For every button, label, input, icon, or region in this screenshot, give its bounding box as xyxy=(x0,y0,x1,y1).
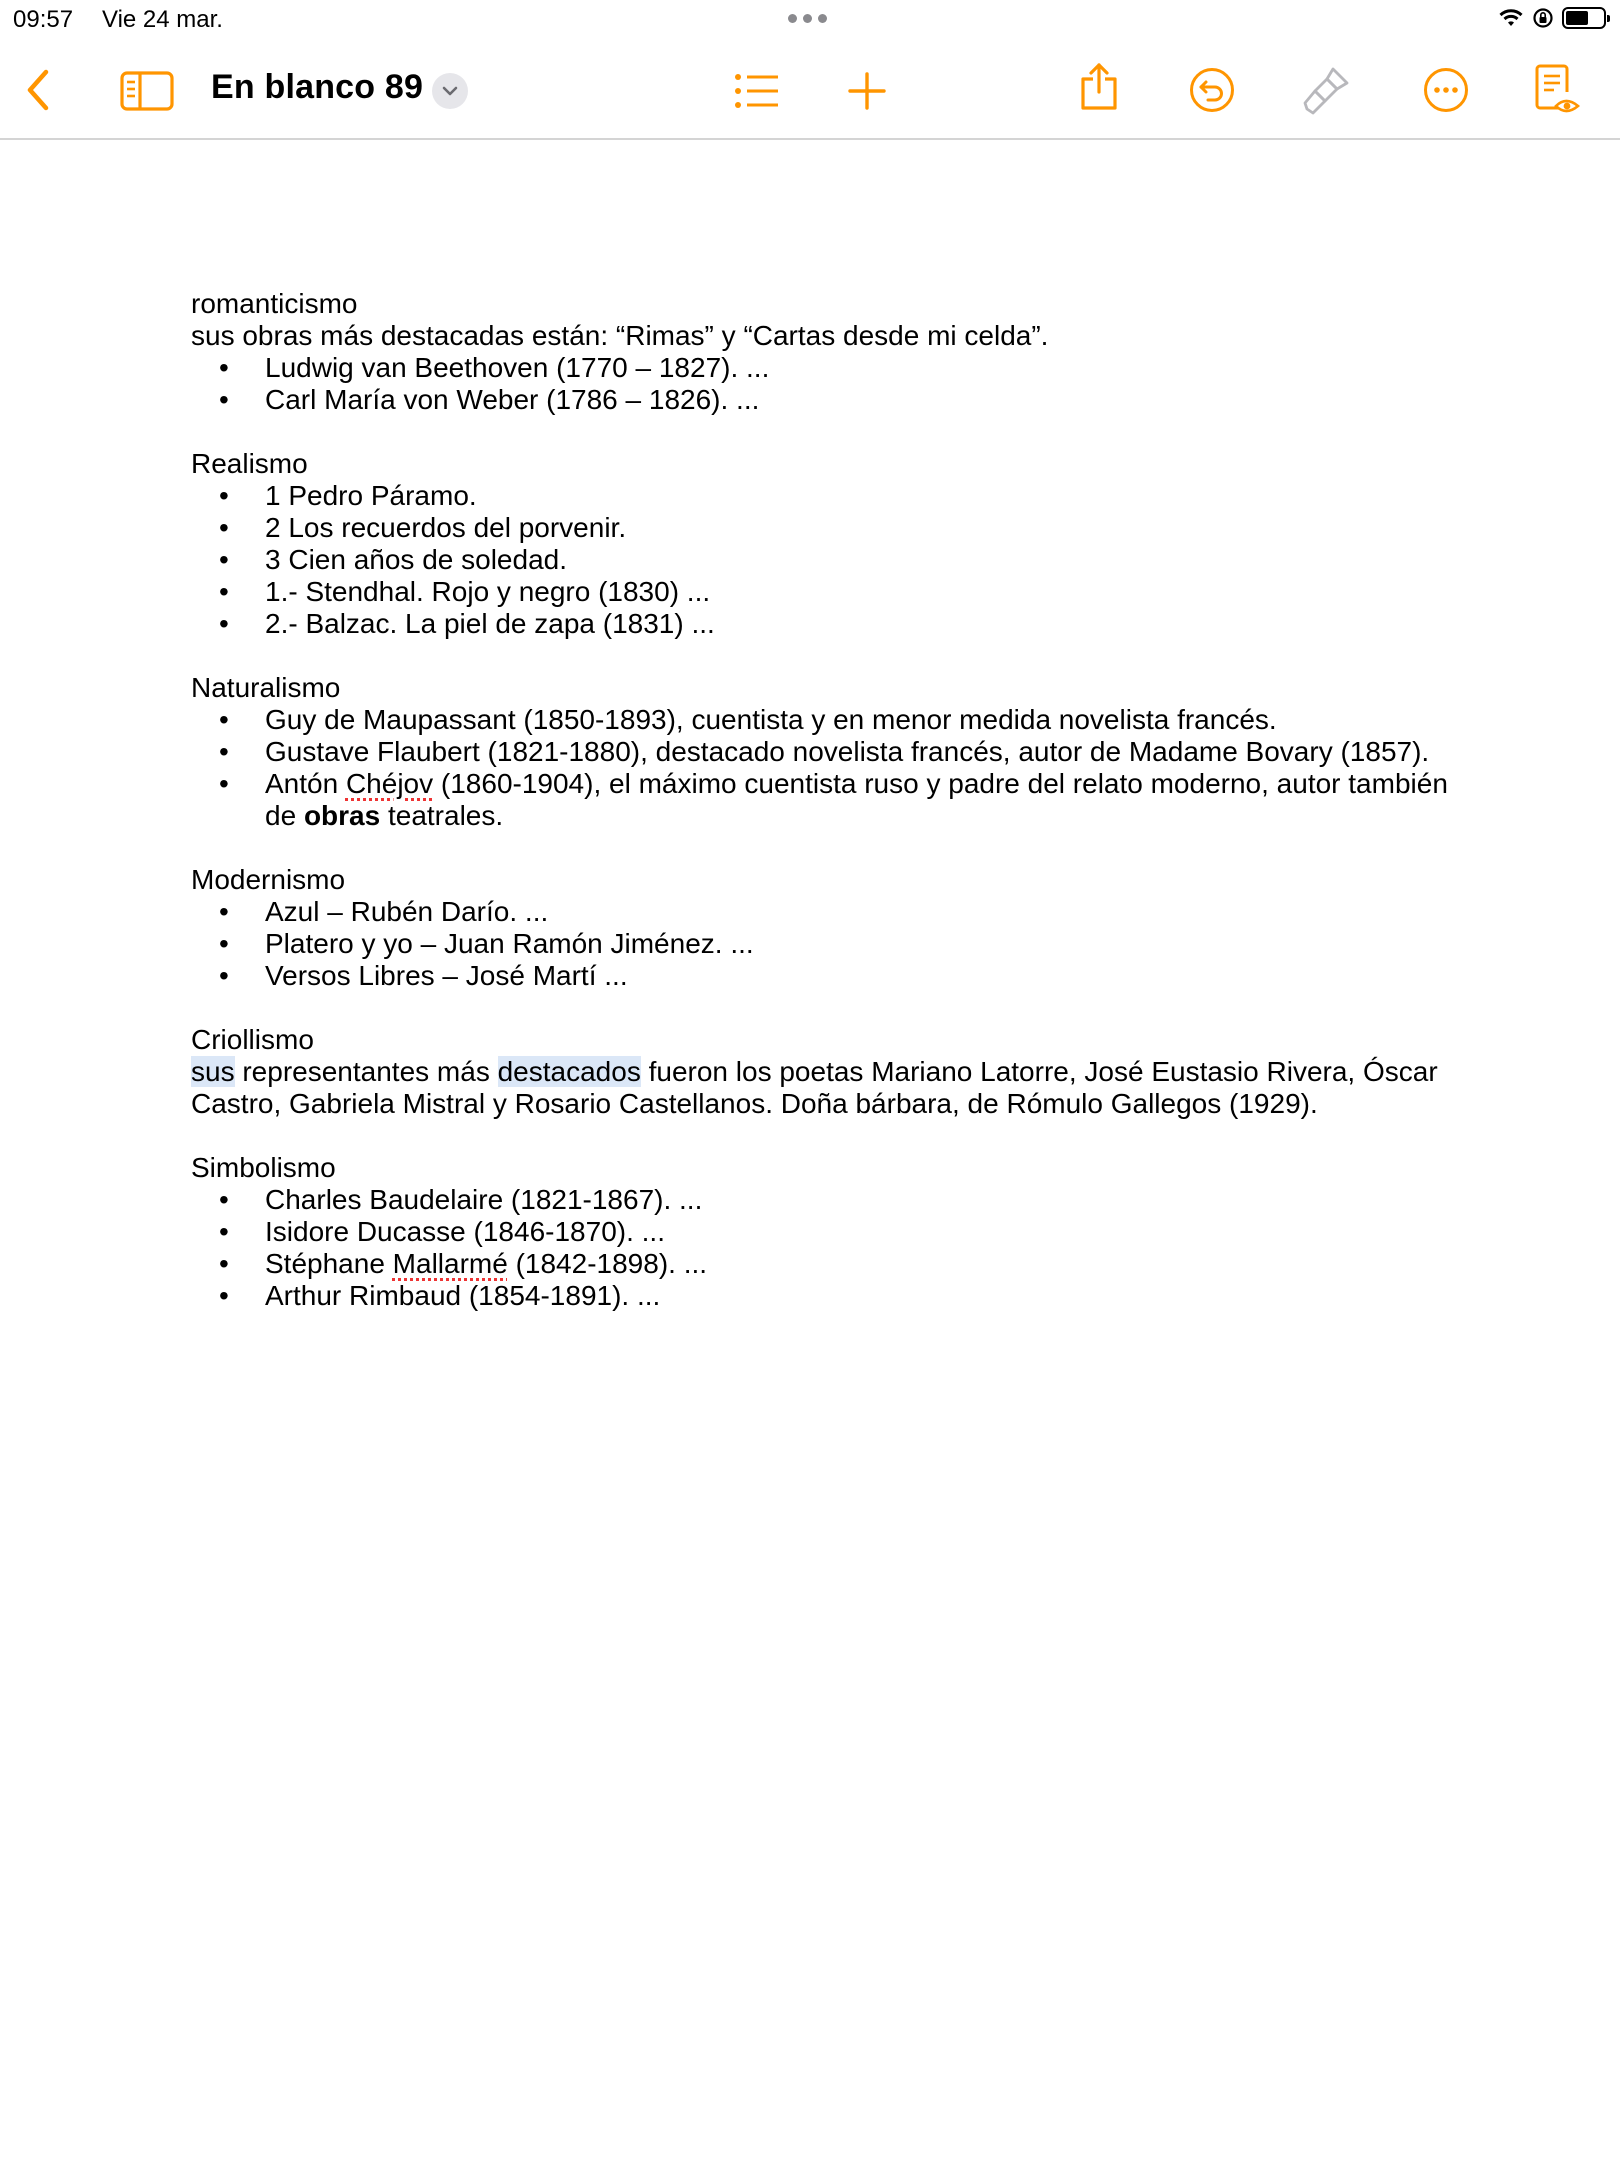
section-paragraph xyxy=(191,1056,1451,1120)
format-brush-button[interactable] xyxy=(1303,65,1351,115)
highlighted-word[interactable]: sus xyxy=(191,1056,235,1087)
text-run: (1860-1904), el máximo cuentista ruso y padre del relato moderno, autor también de xyxy=(265,768,1448,831)
bullet-list xyxy=(191,352,1451,416)
list-item: • 3 Cien años de soledad. xyxy=(191,544,1451,576)
list-item: • 1.- Stendhal. Rojo y negro (1830) ... xyxy=(191,576,1451,608)
section-realismo xyxy=(191,448,1451,640)
section-criollismo xyxy=(191,1024,1451,1120)
text-run: Antón xyxy=(265,768,346,799)
document-title[interactable]: En blanco 89 xyxy=(211,68,424,106)
insert-button[interactable] xyxy=(847,71,887,111)
list-item: • 2 Los recuerdos del porvenir. xyxy=(191,512,1451,544)
misspelled-word[interactable]: Mallarmé xyxy=(392,1248,508,1279)
text-run: (1842-1898). ... xyxy=(507,1248,708,1279)
back-button[interactable] xyxy=(18,68,58,112)
plus-icon xyxy=(848,72,886,110)
section-romanticismo xyxy=(191,288,1451,416)
section-simbolismo xyxy=(191,1152,1451,1312)
section-heading: Modernismo xyxy=(191,864,346,895)
bold-text-run: obras xyxy=(303,800,381,831)
share-icon xyxy=(1079,62,1119,112)
reading-view-icon xyxy=(1534,64,1580,118)
list-item: • Charles Baudelaire (1821-1867). ... xyxy=(191,1184,1451,1216)
status-time: 09:57 xyxy=(13,6,74,33)
list-item: • Versos Libres – José Martí ... xyxy=(191,960,1451,992)
section-intro: sus obras más destacadas están: “Rimas” y “Cartas desde mi celda”. xyxy=(191,320,1049,351)
list-item: • Platero y yo – Juan Ramón Jiménez. ... xyxy=(191,928,1451,960)
section-modernismo xyxy=(191,864,1451,992)
list-item xyxy=(191,768,1451,832)
section-heading: Simbolismo xyxy=(191,1152,336,1183)
list-item: • Gustave Flaubert (1821-1880), destacado novelista francés, autor de Madame Bovary (1857). xyxy=(191,736,1451,768)
list-item: • 2.- Balzac. La piel de zapa (1831) ... xyxy=(191,608,1451,640)
list-item xyxy=(191,1248,1451,1280)
list-item: • 1 Pedro Páramo. xyxy=(191,480,1451,512)
list-item: • Isidore Ducasse (1846-1870). ... xyxy=(191,1216,1451,1248)
wifi-icon xyxy=(1498,7,1524,29)
document-toolbar xyxy=(0,40,1620,140)
section-heading: Realismo xyxy=(191,448,308,479)
back-chevron-icon xyxy=(24,68,52,112)
text-run: representantes más xyxy=(234,1056,498,1087)
list-icon xyxy=(734,73,780,109)
undo-button[interactable] xyxy=(1189,67,1235,113)
list-item: • Carl María von Weber (1786 – 1826). ... xyxy=(191,384,1451,416)
status-date: Vie 24 mar. xyxy=(102,6,223,33)
format-list-button[interactable] xyxy=(733,72,781,110)
more-icon xyxy=(1423,67,1469,113)
text-run: fueron los poetas Mariano Latorre, José Eustasio Rivera, Óscar Castro, Gabriela Mistral y Rosario Castellanos. Doña bárbara, de Rómulo Gallegos (1929). xyxy=(191,1056,1438,1119)
multitasking-dots-icon[interactable] xyxy=(788,14,827,23)
misspelled-word[interactable]: Chéjov xyxy=(345,768,434,799)
section-heading: romanticismo xyxy=(191,288,358,319)
undo-icon xyxy=(1189,67,1235,113)
text-run: teatrales. xyxy=(380,800,504,831)
list-item: • Azul – Rubén Darío. ... xyxy=(191,896,1451,928)
paintbrush-icon xyxy=(1303,65,1351,115)
document-body[interactable] xyxy=(191,288,1451,1344)
bullet-list xyxy=(191,1184,1451,1312)
status-bar xyxy=(0,0,1620,40)
section-naturalismo xyxy=(191,672,1451,832)
section-heading: Naturalismo xyxy=(191,672,341,703)
orientation-lock-icon xyxy=(1532,7,1554,29)
text-run: Stéphane xyxy=(265,1248,393,1279)
share-button[interactable] xyxy=(1078,62,1120,112)
bullet-list xyxy=(191,896,1451,992)
reading-view-button[interactable] xyxy=(1534,64,1580,118)
title-menu-button[interactable] xyxy=(432,73,468,109)
bullet-list xyxy=(191,704,1451,832)
highlighted-word[interactable]: destacados xyxy=(497,1056,641,1087)
list-item: • Arthur Rimbaud (1854-1891). ... xyxy=(191,1280,1451,1312)
sidebar-icon xyxy=(120,71,174,111)
chevron-down-icon xyxy=(441,85,459,97)
battery-icon xyxy=(1562,7,1606,29)
status-indicators xyxy=(1498,7,1606,29)
list-item: • Ludwig van Beethoven (1770 – 1827). ... xyxy=(191,352,1451,384)
list-item: • Guy de Maupassant (1850-1893), cuentista y en menor medida novelista francés. xyxy=(191,704,1451,736)
section-heading: Criollismo xyxy=(191,1024,314,1055)
more-button[interactable] xyxy=(1423,67,1469,113)
bullet-list xyxy=(191,480,1451,640)
sidebar-button[interactable] xyxy=(119,70,175,112)
